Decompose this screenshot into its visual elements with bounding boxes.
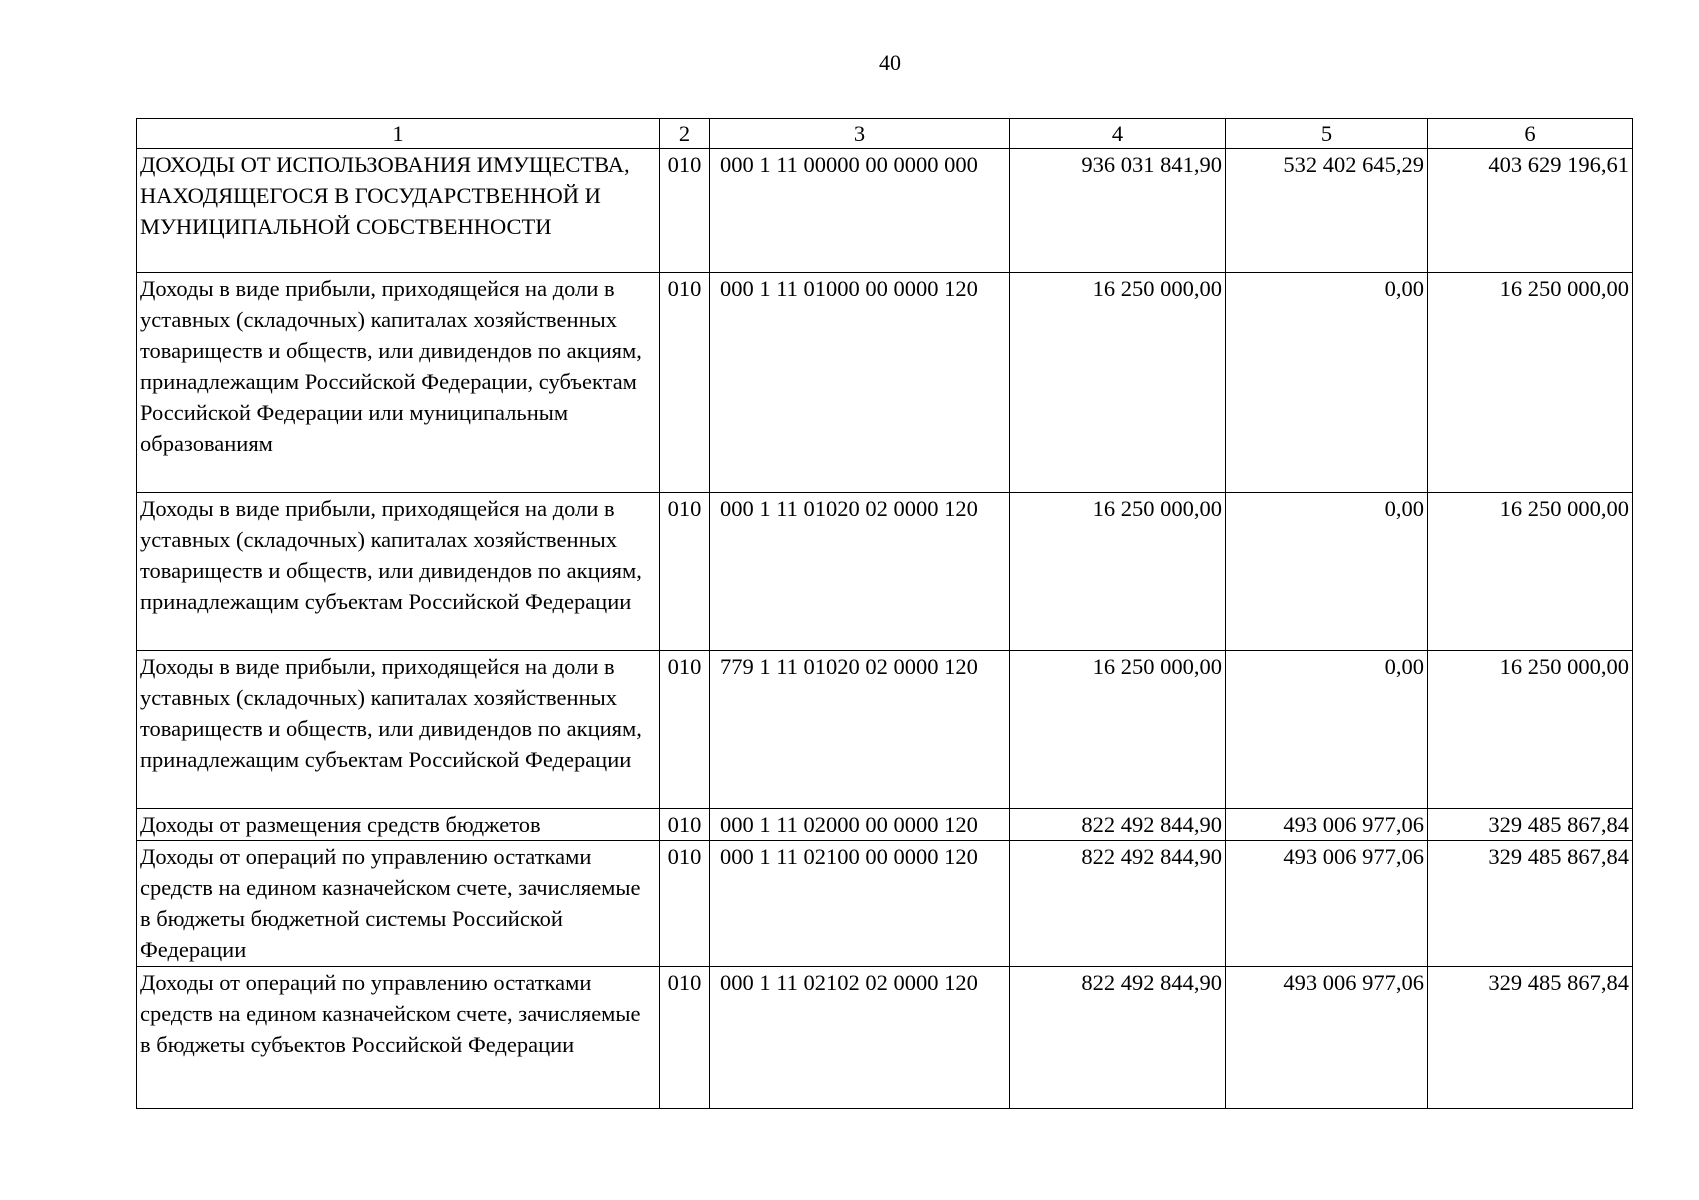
row-value-col5: 493 006 977,06 (1226, 841, 1428, 967)
table-row (137, 841, 1633, 967)
row-value-col4: 16 250 000,00 (1010, 273, 1226, 493)
table-row (137, 967, 1633, 1109)
row-budget-code: 000 1 11 01020 02 0000 120 (710, 493, 1010, 651)
row-line-code: 010 (660, 273, 710, 493)
row-name: Доходы в виде прибыли, приходящейся на доли в уставных (складочных) капиталах хозяйственных товариществ и обществ, или дивидендов по акциям, принадлежащим Российской Федерации, субъектам Российской Федерации или муниципальным образованиям (137, 273, 660, 493)
row-value-col6: 329 485 867,84 (1428, 809, 1633, 841)
row-value-col6: 329 485 867,84 (1428, 967, 1633, 1109)
row-value-col5: 493 006 977,06 (1226, 809, 1428, 841)
page-number: 40 (879, 50, 901, 75)
row-value-col5: 0,00 (1226, 273, 1428, 493)
table-row (137, 651, 1633, 809)
row-value-col5: 0,00 (1226, 651, 1428, 809)
row-budget-code: 000 1 11 02102 02 0000 120 (710, 967, 1010, 1109)
row-value-col4: 822 492 844,90 (1010, 967, 1226, 1109)
row-name: Доходы в виде прибыли, приходящейся на доли в уставных (складочных) капиталах хозяйственных товариществ и обществ, или дивидендов по акциям, принадлежащим субъектам Российской Федерации (137, 651, 660, 809)
row-value-col5: 532 402 645,29 (1226, 149, 1428, 273)
table-row (137, 809, 1633, 841)
row-value-col4: 16 250 000,00 (1010, 651, 1226, 809)
row-value-col4: 822 492 844,90 (1010, 841, 1226, 967)
row-line-code: 010 (660, 809, 710, 841)
row-value-col6: 403 629 196,61 (1428, 149, 1633, 273)
column-header-3: 3 (710, 119, 1010, 149)
column-header-4: 4 (1010, 119, 1226, 149)
row-value-col5: 493 006 977,06 (1226, 967, 1428, 1109)
row-name: Доходы в виде прибыли, приходящейся на доли в уставных (складочных) капиталах хозяйственных товариществ и обществ, или дивидендов по акциям, принадлежащим субъектам Российской Федерации (137, 493, 660, 651)
row-line-code: 010 (660, 841, 710, 967)
row-name: ДОХОДЫ ОТ ИСПОЛЬЗОВАНИЯ ИМУЩЕСТВА, НАХОДЯЩЕГОСЯ В ГОСУДАРСТВЕННОЙ И МУНИЦИПАЛЬНОЙ СОБСТВЕННОСТИ (137, 149, 660, 273)
row-budget-code: 000 1 11 00000 00 0000 000 (710, 149, 1010, 273)
row-value-col4: 822 492 844,90 (1010, 809, 1226, 841)
row-line-code: 010 (660, 651, 710, 809)
row-value-col4: 16 250 000,00 (1010, 493, 1226, 651)
table-row (137, 273, 1633, 493)
row-value-col6: 16 250 000,00 (1428, 273, 1633, 493)
column-header-2: 2 (660, 119, 710, 149)
table-row (137, 493, 1633, 651)
table-row (137, 149, 1633, 273)
row-name: Доходы от операций по управлению остатками средств на едином казначейском счете, зачисляемые в бюджеты субъектов Российской Федерации (137, 967, 660, 1109)
row-value-col6: 16 250 000,00 (1428, 651, 1633, 809)
row-value-col6: 329 485 867,84 (1428, 841, 1633, 967)
row-budget-code: 000 1 11 02100 00 0000 120 (710, 841, 1010, 967)
row-budget-code: 000 1 11 01000 00 0000 120 (710, 273, 1010, 493)
column-header-1: 1 (137, 119, 660, 149)
row-value-col5: 0,00 (1226, 493, 1428, 651)
row-name: Доходы от размещения средств бюджетов (137, 809, 660, 841)
row-line-code: 010 (660, 149, 710, 273)
revenue-table (136, 118, 1633, 1109)
row-budget-code: 779 1 11 01020 02 0000 120 (710, 651, 1010, 809)
row-line-code: 010 (660, 967, 710, 1109)
column-header-6: 6 (1428, 119, 1633, 149)
column-header-5: 5 (1226, 119, 1428, 149)
row-line-code: 010 (660, 493, 710, 651)
row-value-col6: 16 250 000,00 (1428, 493, 1633, 651)
row-value-col4: 936 031 841,90 (1010, 149, 1226, 273)
row-budget-code: 000 1 11 02000 00 0000 120 (710, 809, 1010, 841)
row-name: Доходы от операций по управлению остатками средств на едином казначейском счете, зачисляемые в бюджеты бюджетной системы Российской Федерации (137, 841, 660, 967)
table-header-row (137, 119, 1633, 149)
